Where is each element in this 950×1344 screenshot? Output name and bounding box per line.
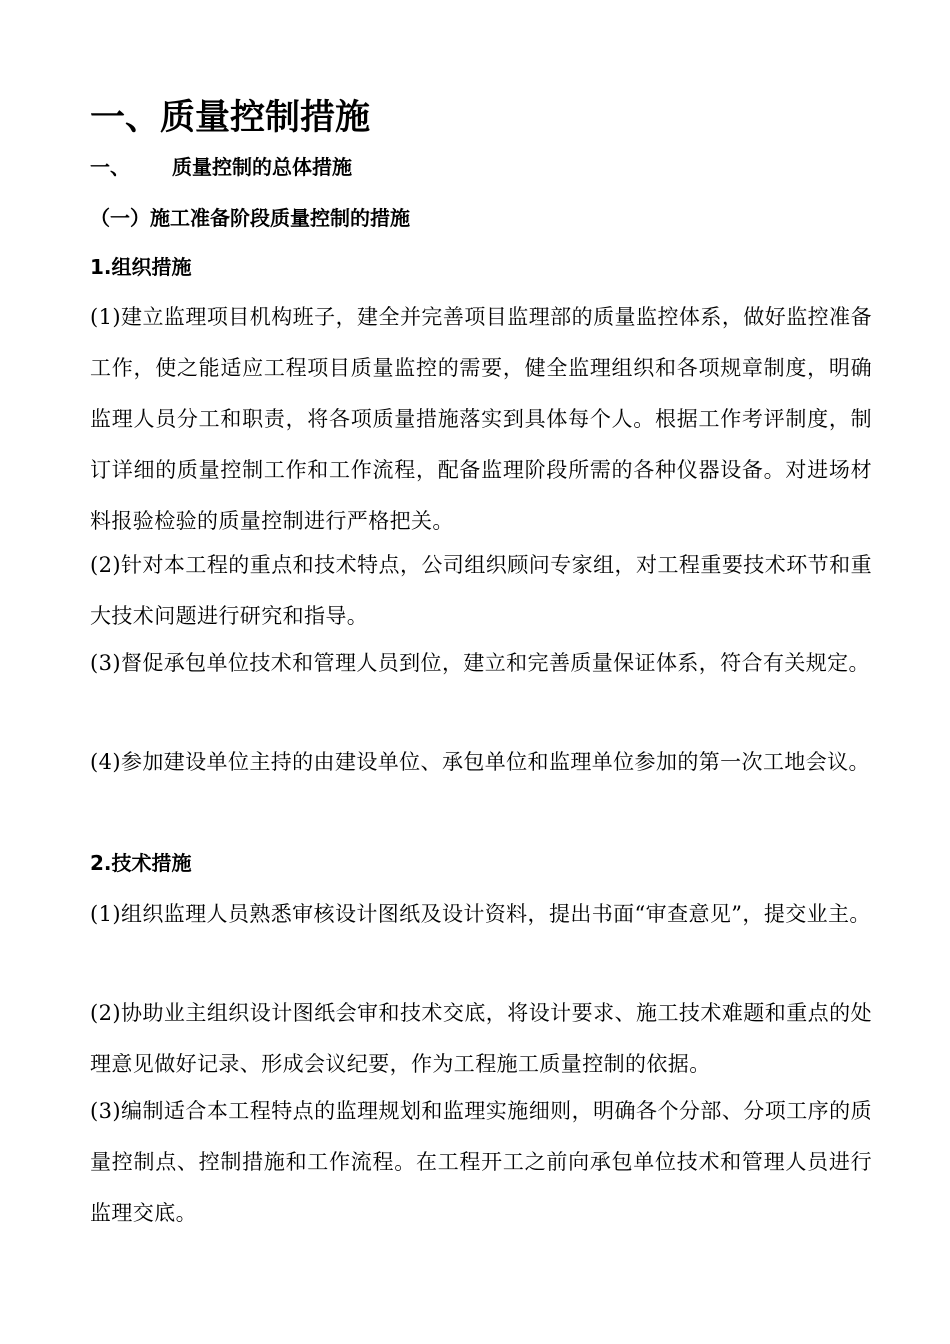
org-item-4: (4)参加建设单位主持的由建设单位、承包单位和监理单位参加的第一次工地会议。	[90, 750, 870, 774]
tech-measures-heading: 2.技术措施	[90, 851, 192, 875]
tech-item-2: (2)协助业主组织设计图纸会审和技术交底，将设计要求、施工技术难题和重点的处理意见做好记录、形成会议纪要，作为工程施工质量控制的依据。	[90, 1001, 872, 1076]
tech-item-1: (1)组织监理人员熟悉审核设计图纸及设计资料，提出书面“审查意见”，提交业主。	[90, 902, 871, 926]
section-heading	[90, 152, 352, 182]
subsection-heading: （一）施工准备阶段质量控制的措施	[90, 206, 410, 230]
section-number: 一、	[90, 155, 130, 179]
org-measures-heading: 1.组织措施	[90, 255, 192, 279]
org-item-2: (2)针对本工程的重点和技术特点，公司组织顾问专家组，对工程重要技术环节和重大技术问题进行研究和指导。	[90, 553, 872, 628]
org-item-3: (3)督促承包单位技术和管理人员到位，建立和完善质量保证体系，符合有关规定。	[90, 651, 870, 675]
tech-item-3: (3)编制适合本工程特点的监理规划和监理实施细则，明确各个分部、分项工序的质量控制点、控制措施和工作流程。在工程开工之前向承包单位技术和管理人员进行监理交底。	[90, 1099, 872, 1225]
section-title: 质量控制的总体措施	[172, 155, 352, 179]
org-item-1: (1)建立监理项目机构班子，建全并完善项目监理部的质量监控体系，做好监控准备工作，使之能适应工程项目质量监控的需要，健全监理组织和各项规章制度，明确监理人员分工和职责，将各项质量措施落实到具体每个人。根据工作考评制度，制订详细的质量控制工作和工作流程，配备监理阶段所需的各种仪器设备。对进场材料报验检验的质量控制进行严格把关。	[90, 305, 872, 533]
document-title: 一、质量控制措施	[90, 98, 371, 138]
